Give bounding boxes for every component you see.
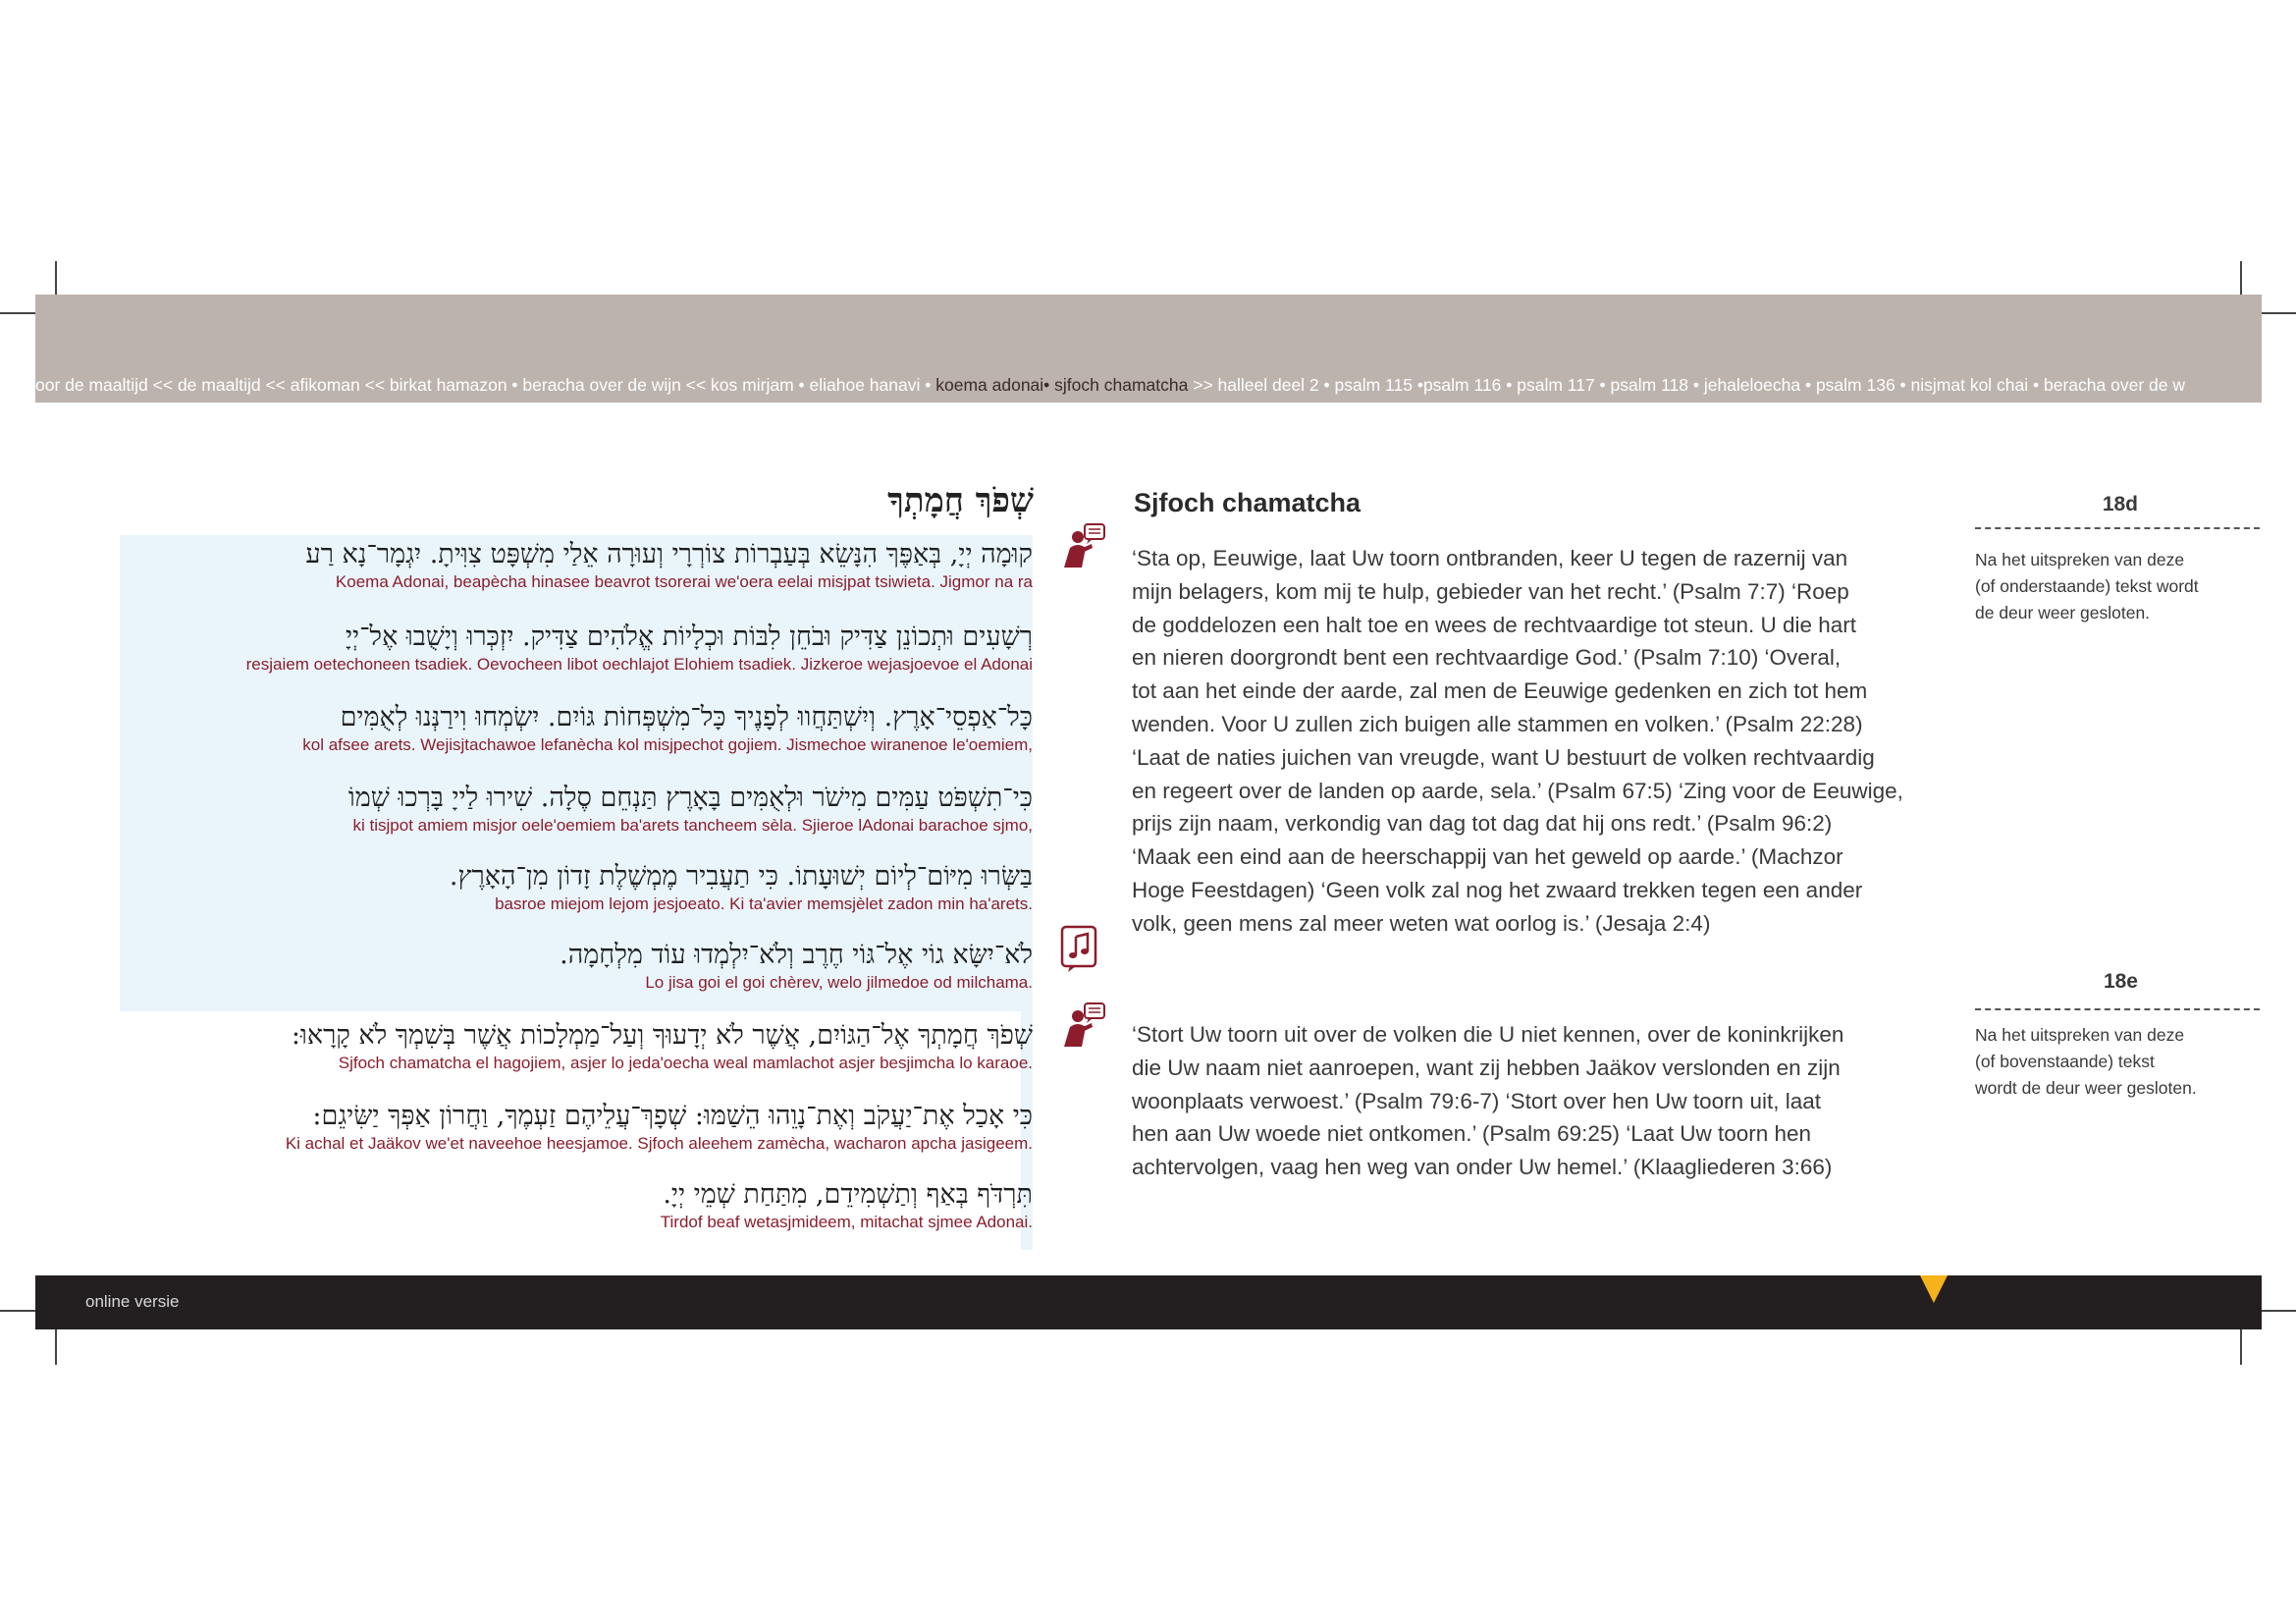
body-line: volk, geen mens zal meer weten wat oorlog is.’ (Jesaja 2:4) <box>1132 910 1711 936</box>
verse-block <box>286 1100 1033 1155</box>
side-note-line: wordt de deur weer gesloten. <box>1975 1078 2197 1098</box>
section-number: 18e <box>2103 970 2138 993</box>
page-marker-triangle <box>1920 1275 1948 1303</box>
hebrew-line: כִּי אָכַל אֶת־יַעֲקֹב וְאֶת־נָוֵהוּ הֵשַׁמּוּ: שְׁפָךְ־עֲלֵיהֶם זַעְמֶךָ, וַחֲרוֹן אַפְּךָ יַשִּׂיגֵם: <box>312 1101 1033 1131</box>
transliteration-line: resjaiem oetechoneen tsadiek. Oevocheen libot oechlajot Elohiem tsadiek. Jizkeroe wejasjoevoe el Adonai <box>245 655 1033 674</box>
hebrew-title: שְׁפֹךְ חֲמָתְךָ <box>887 481 1034 520</box>
verse-block <box>305 538 1033 593</box>
side-note-line: de deur weer gesloten. <box>1975 603 2151 623</box>
verse-block <box>292 1019 1033 1074</box>
body-line: en nieren doorgrondt bent een rechtvaardige God.’ (Psalm 7:10) ‘Overal, <box>1132 645 1842 671</box>
section-divider <box>1975 527 2260 529</box>
body-line: ‘Laat de naties juichen van vreugde, want U bestuurt de volken rechtvaardig <box>1132 744 1875 770</box>
crop-mark <box>2261 1310 2296 1312</box>
transliteration-line: kol afsee arets. Wejisjtachawoe lefanècha kol misjpechot gojiem. Jismechoe wiranenoe le'oemiem, <box>302 735 1033 754</box>
verse-block <box>450 860 1033 915</box>
body-line: woonplaats verwoest.’ (Psalm 79:6-7) ‘Stort over hen Uw toorn uit, laat <box>1132 1088 1821 1113</box>
body-line: Hoge Feestdagen) ‘Geen volk zal nog het zwaard trekken tegen een ander <box>1132 877 1863 902</box>
breadcrumb-after: >> halleel deel 2 • psalm 115 •psalm 116 • psalm 117 • psalm 118 • jehaleloecha • psalm 136 • nisjmat kol chai • beracha over de w <box>1193 375 2185 395</box>
hebrew-line: תִּרְדֹּף בְּאַף וְתַשְׁמִידֵם, מִתַּחַת שְׁמֵי יְיָ. <box>663 1179 1033 1210</box>
bottom-band <box>35 1275 2262 1329</box>
body-line: ‘Stort Uw toorn uit over de volken die U niet kennen, over de koninkrijken <box>1132 1022 1844 1047</box>
reader-speaking-icon <box>1060 1001 1107 1049</box>
section-number: 18d <box>2102 493 2138 515</box>
side-note-line: (of bovenstaande) tekst <box>1975 1052 2155 1071</box>
body-line: en regeert over de landen op aarde, sela.’ (Psalm 67:5) ‘Zing voor de Eeuwige, <box>1132 778 1903 803</box>
transliteration-line: Ki achal et Jaäkov we'et naveehoe heesjamoe. Sjfoch aleehem zamècha, wacharon apcha jasigeem. <box>285 1134 1033 1153</box>
crop-mark <box>55 261 57 297</box>
side-note <box>1975 1022 2250 1102</box>
transliteration-line: Lo jisa goi el goi chèrev, welo jilmedoe od milchama. <box>645 973 1033 992</box>
crop-mark <box>0 312 35 314</box>
body-line: die Uw naam niet aanroepen, want zij hebben Jaäkov verslonden en zijn <box>1132 1055 1841 1080</box>
body-line: achtervolgen, vaag hen weg van onder Uw hemel.’ (Klaagliederen 3:66) <box>1132 1155 1833 1180</box>
online-version-label: online versie <box>85 1292 180 1311</box>
transliteration-line: ki tisjpot amiem misjor oele'oemiem ba'arets tancheem sèla. Sjieroe lAdonai barachoe sjmo, <box>352 816 1033 835</box>
body-line: ‘Maak een eind aan de heerschappij van het geweld op aarde.’ (Machzor <box>1132 844 1843 870</box>
verse-block <box>348 782 1033 837</box>
side-note-line: Na het uitspreken van deze <box>1975 550 2185 569</box>
section-title: Sjfoch chamatcha <box>1134 488 1362 517</box>
transliteration-line: Sjfoch chamatcha el hagojiem, asjer lo jeda'oecha weal mamlachot asjer besjimcha lo karaoe. <box>338 1054 1033 1072</box>
section-divider <box>1975 1008 2260 1010</box>
side-note <box>1975 547 2250 626</box>
verse-block <box>661 1178 1033 1233</box>
hebrew-line: שְׁפֹךְ חֲמָתְךָ אֶל־הַגּוֹיִם, אֲשֶׁר לֹא יְדָעוּךָ וְעַל־מַמְלָכוֹת אֲשֶׁר בְּשִׁמְךָ לֹא קָרָאוּ: <box>291 1020 1033 1051</box>
verse-block <box>302 701 1033 756</box>
hebrew-line: רְשָׁעִים וּתְכוֹנֵן צַדִּיק וּבֹחֵן לִבּוֹת וּכְלָיוֹת אֱלֹהִים צַדִּיק. יִזְכְּרוּ וְיָשֻׁבוּ אֶל־יְיָ <box>345 622 1033 652</box>
crop-mark <box>2240 261 2242 297</box>
body-line: hen aan Uw woede niet ontkomen.’ (Psalm 69:25) ‘Laat Uw toorn hen <box>1132 1121 1812 1147</box>
verse-block <box>560 939 1033 994</box>
top-navigation-band <box>35 295 2262 403</box>
hebrew-line: קוּמָה יְיָ, בְּאַפֶּךָ הִנָּשֵׂא בְּעַבְרוֹת צוֹרְרָי וְעוּרָה אֵלַי מִשְׁפָּט צִוִּיתָ. יִגְמָר־נָא רַע <box>305 539 1033 569</box>
hebrew-line: כִּי־תִשְׁפֹּט עַמִּים מִישֹׁר וּלְאֻמִּים בָּאָרֶץ תַּנְחֵם סֶלָה. שִׁירוּ לַייָ בָּרְכוּ שְׁמוֹ <box>347 783 1033 813</box>
hebrew-line: כָּל־אַפְסֵי־אָרֶץ. וְיִשְׁתַּחֲווּ לְפָנֶיךָ כָּל־מִשְׁפְּחוֹת גּוֹיִם. יִשְׂמְחוּ וִירַנְּנוּ לְאֻמִּים <box>340 702 1033 732</box>
body-line: prijs zijn naam, verkondig van dag tot dag dat hij ons redt.’ (Psalm 96:2) <box>1132 811 1833 837</box>
body-line: tot aan het einde der aarde, zal men de Eeuwige gedenken en zich tot hem <box>1132 678 1868 704</box>
crop-mark <box>2240 1329 2242 1365</box>
crop-mark <box>0 1310 35 1312</box>
breadcrumb-current: koema adonai• sjfoch chamatcha <box>935 375 1189 395</box>
side-note-line: Na het uitspreken van deze <box>1975 1025 2185 1045</box>
section-body <box>1132 542 1917 941</box>
music-note-icon <box>1060 925 1099 974</box>
verse-block <box>246 621 1033 676</box>
breadcrumb <box>35 375 2185 396</box>
body-line: ‘Sta op, Eeuwige, laat Uw toorn ontbranden, keer U tegen de razernij van <box>1132 546 1848 570</box>
transliteration-line: Koema Adonai, beapècha hinasee beavrot tsorerai we'oera eelai misjpat tsiwieta. Jigmor na ra <box>335 572 1033 591</box>
crop-mark <box>55 1329 57 1365</box>
body-line: wenden. Voor U zullen zich buigen alle stammen en volken.’ (Psalm 22:28) <box>1132 711 1863 736</box>
hebrew-line: בַּשְּׂרוּ מִיּוֹם־לְיוֹם יְשׁוּעָתוֹ. כִּי תַעֲבִיר מֶמְשֶׁלֶת זָדוֹן מִן־הָאָרֶץ. <box>449 861 1033 892</box>
crop-mark <box>2261 312 2296 314</box>
body-line: mijn belagers, kom mij te hulp, gebieder van het recht.’ (Psalm 7:7) ‘Roep <box>1132 578 1849 604</box>
hebrew-line: לֹא־יִשָּׂא גוֹי אֶל־גּוֹי חֶרֶב וְלֹא־יִלְמְדוּ עוֹד מִלְחָמָה. <box>560 940 1033 970</box>
transliteration-line: Tirdof beaf wetasjmideem, mitachat sjmee Adonai. <box>660 1213 1033 1231</box>
body-line: de goddelozen een halt toe en wees de rechtvaardige tot steun. U die hart <box>1132 612 1857 637</box>
reader-speaking-icon <box>1060 522 1107 569</box>
section-body <box>1132 1018 1917 1184</box>
side-note-line: (of onderstaande) tekst wordt <box>1975 576 2199 596</box>
transliteration-line: basroe miejom lejom jesjoeato. Ki ta'avier memsjèlet zadon min ha'arets. <box>495 894 1033 913</box>
breadcrumb-before: oor de maaltijd << de maaltijd << afikoman << birkat hamazon • beracha over de wijn << kos mirjam • eliahoe hanavi • <box>35 375 932 395</box>
